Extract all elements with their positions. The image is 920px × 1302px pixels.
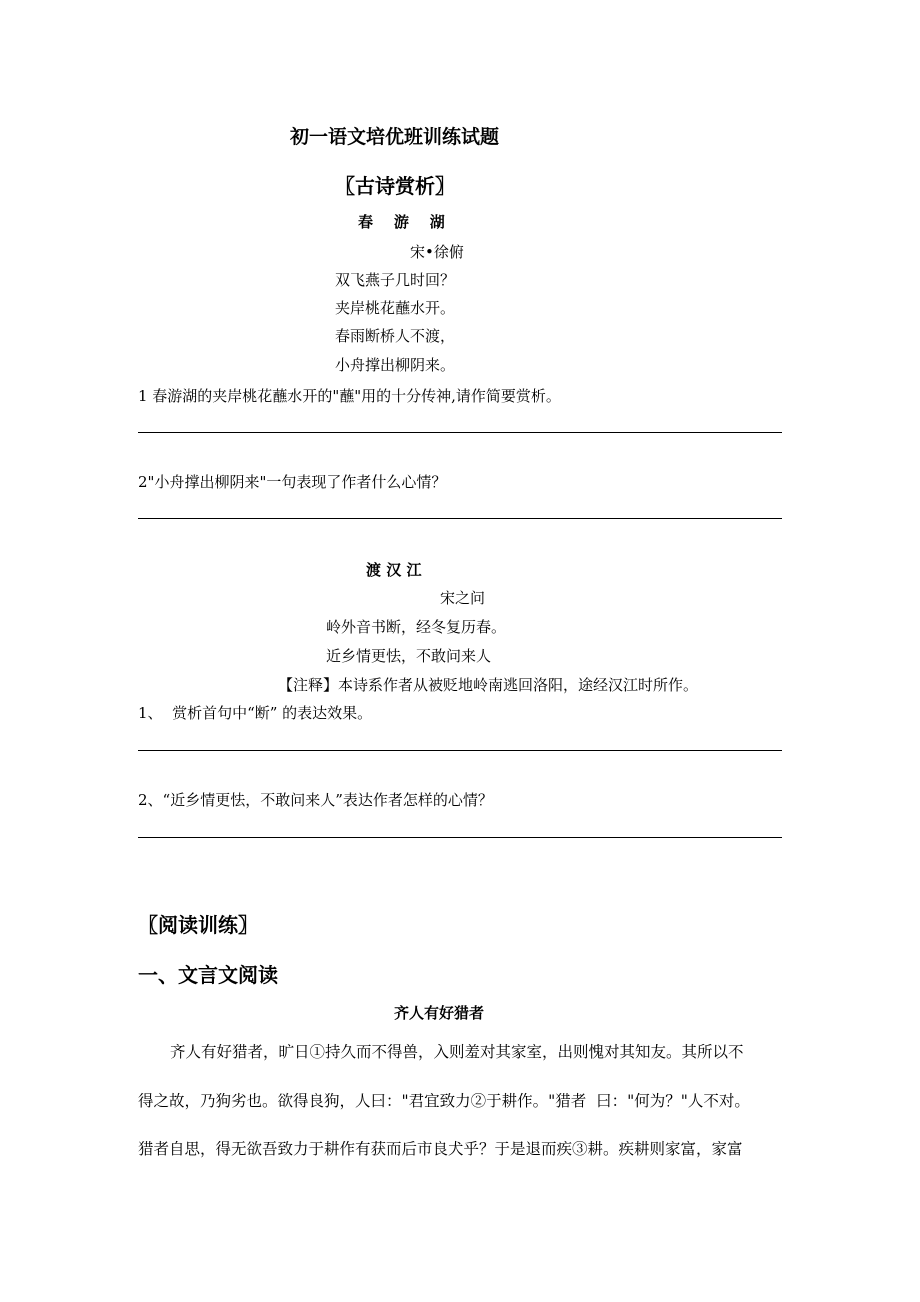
passage-line: 得之故，乃狗劣也。欲得良狗，人曰："君宜致力②于耕作。"猎者 曰："何为？"人不对。 xyxy=(138,1092,750,1110)
poem1-line: 春雨断桥人不渡， xyxy=(335,327,456,345)
poem1-line: 小舟撑出柳阴来。 xyxy=(335,356,456,374)
answer-line[interactable] xyxy=(138,518,782,519)
poem2-line: 岭外音书断，经冬复历春。 xyxy=(326,618,507,636)
passage-line: 猎者自思，得无欲吾致力于耕作有获而后市良犬乎？于是退而疾③耕。疾耕则家富，家富 xyxy=(138,1140,743,1158)
poem2-author: 宋之问 xyxy=(440,589,486,607)
poem1-title: 春 游 湖 xyxy=(358,213,445,231)
question: 1、 赏析首句中“断” 的表达效果。 xyxy=(138,704,373,722)
section-heading-poetry: 〖古诗赏析〗 xyxy=(335,174,455,198)
subsection-heading: 一、文言文阅读 xyxy=(138,963,278,987)
poem2-title: 渡 汉 江 xyxy=(366,561,422,579)
question: 1 春游湖的夹岸桃花蘸水开的"蘸"用的十分传神,请作简要赏析。 xyxy=(138,387,561,405)
question: 2、“近乡情更怯，不敢问来人”表达作者怎样的心情？ xyxy=(138,791,493,809)
answer-line[interactable] xyxy=(138,432,782,433)
passage-line: 齐人有好猎者，旷日①持久而不得兽，入则羞对其家室，出则愧对其知友。其所以不 xyxy=(170,1043,744,1061)
page-title: 初一语文培优班训练试题 xyxy=(290,126,500,148)
poem1-line: 双飞燕子几时回？ xyxy=(335,271,456,289)
answer-line[interactable] xyxy=(138,837,782,838)
passage-title: 齐人有好猎者 xyxy=(394,1004,485,1022)
poem1-line: 夹岸桃花蘸水开。 xyxy=(335,299,456,317)
section-heading-reading: 〖阅读训练〗 xyxy=(138,913,258,937)
question: 2"小舟撑出柳阴来"一句表现了作者什么心情？ xyxy=(138,473,447,491)
poem1-author: 宋•徐俯 xyxy=(410,243,464,261)
poem2-note: 【注释】本诗系作者从被贬地岭南逃回洛阳，途经汉江时所作。 xyxy=(278,676,699,694)
answer-line[interactable] xyxy=(138,750,782,751)
poem2-line: 近乡情更怯，不敢问来人 xyxy=(326,647,492,665)
